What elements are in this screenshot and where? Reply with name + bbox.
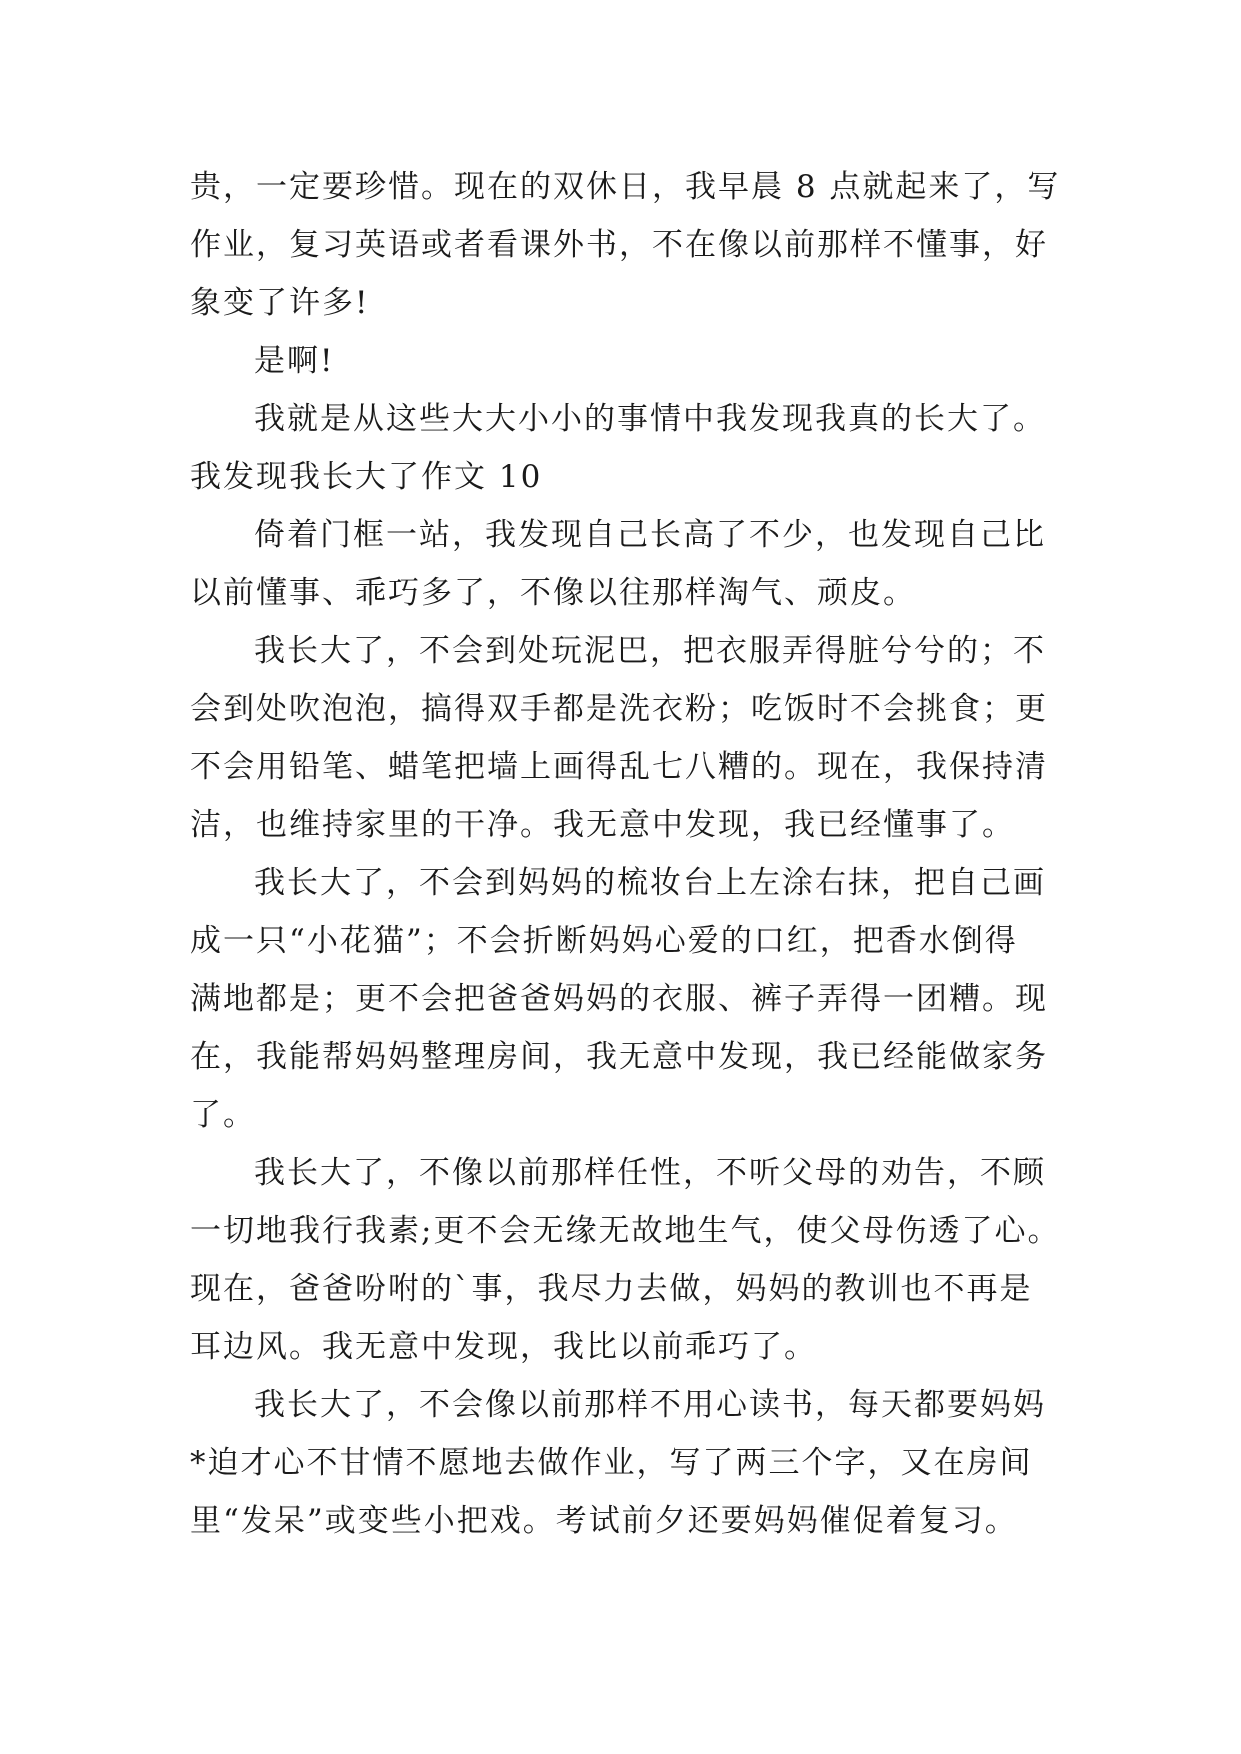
text-line: 满地都是；更不会把爸爸妈妈的衣服、裤子弄得一团糟。现 — [190, 981, 1048, 1017]
paragraph — [190, 854, 1060, 1144]
text-line: *迫才心不甘情不愿地去做作业，写了两三个字，又在房间 — [190, 1445, 1033, 1481]
text-line: 耳边风。我无意中发现，我比以前乖巧了。 — [190, 1329, 817, 1365]
text-line: 会到处吹泡泡，搞得双手都是洗衣粉；吃饭时不会挑食；更 — [190, 691, 1048, 727]
document-body — [190, 158, 1060, 1550]
text-line: 我长大了，不会像以前那样不用心读书，每天都要妈妈 — [254, 1387, 1046, 1423]
text-line: 是啊! — [254, 343, 335, 379]
paragraph — [190, 1144, 1060, 1376]
paragraph — [190, 506, 1060, 622]
paragraph — [190, 622, 1060, 854]
text-line: 我长大了，不像以前那样任性，不听父母的劝告，不顾 — [254, 1155, 1046, 1191]
paragraph — [190, 390, 1060, 448]
text-line: 我长大了，不会到妈妈的梳妆台上左涂右抹，把自己画 — [254, 865, 1046, 901]
text-line: 成一只“小花猫”；不会折断妈妈心爱的口红，把香水倒得 — [190, 923, 1018, 959]
paragraph — [190, 332, 1060, 390]
text-line: 了。 — [190, 1097, 256, 1133]
text-line: 现在，爸爸吩咐的`事，我尽力去做，妈妈的教训也不再是 — [190, 1271, 1033, 1307]
text-line: 我发现我长大了作文 10 — [190, 459, 543, 495]
text-line: 洁，也维持家里的干净。我无意中发现，我已经懂事了。 — [190, 807, 1015, 843]
text-line: 我长大了，不会到处玩泥巴，把衣服弄得脏兮兮的；不 — [254, 633, 1046, 669]
paragraph — [190, 158, 1060, 332]
text-line: 倚着门框一站，我发现自己长高了不少，也发现自己比 — [254, 517, 1046, 553]
text-line: 一切地我行我素;更不会无缘无故地生气，使父母伤透了心。 — [190, 1213, 1061, 1249]
text-line: 象变了许多! — [190, 285, 370, 321]
essay-heading — [190, 448, 1060, 506]
text-line: 在，我能帮妈妈整理房间，我无意中发现，我已经能做家务 — [190, 1039, 1048, 1075]
text-line: 作业，复习英语或者看课外书，不在像以前那样不懂事，好 — [190, 227, 1048, 263]
paragraph — [190, 1376, 1060, 1550]
text-line: 里“发呆”或变些小把戏。考试前夕还要妈妈催促着复习。 — [190, 1503, 1018, 1539]
text-line: 我就是从这些大大小小的事情中我发现我真的长大了。 — [254, 401, 1046, 437]
text-line: 贵，一定要珍惜。现在的双休日，我早晨 8 点就起来了，写 — [190, 169, 1061, 205]
text-line: 不会用铅笔、蜡笔把墙上画得乱七八糟的。现在，我保持清 — [190, 749, 1048, 785]
text-line: 以前懂事、乖巧多了，不像以往那样淘气、顽皮。 — [190, 575, 916, 611]
